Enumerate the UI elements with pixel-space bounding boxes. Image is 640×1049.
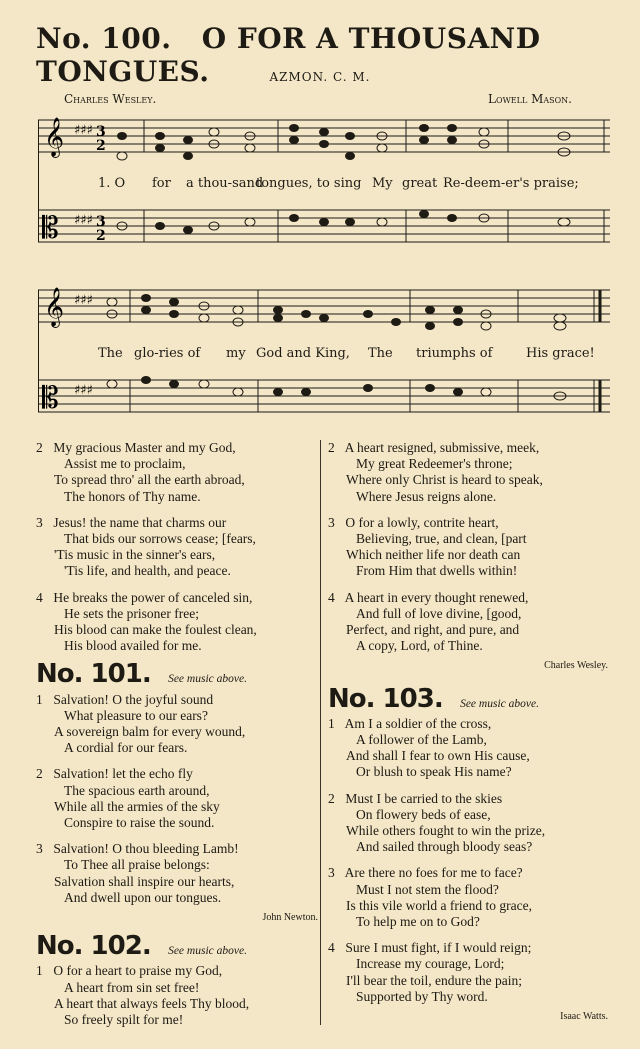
key-signature: ♯♯♯ xyxy=(74,123,93,138)
music-system-1 xyxy=(38,112,610,262)
lyric-syllable: a thou-sand xyxy=(186,176,264,191)
hymn-101-heading xyxy=(36,659,318,690)
lyric-syllable: great xyxy=(402,176,438,191)
lyric-syllable: tongues, to sing xyxy=(256,176,362,191)
author-words: Charles Wesley. xyxy=(64,92,157,106)
lyric-syllable: God and King, xyxy=(256,346,350,361)
left-column xyxy=(36,440,318,1038)
verse: 4 Sure I must fight, if I would reign; Increase my courage, Lord; I'll bear the toil, endure the pain; Supported by Thy word. xyxy=(328,940,532,1004)
hymn-title: O FOR A THOUSAND TONGUES. xyxy=(36,22,541,88)
verse: 4 He breaks the power of canceled sin, He sets the prisoner free; His blood can make the foulest clean, His blood availed for me. xyxy=(36,589,257,654)
lyric-syllable: glo-ries of xyxy=(134,346,201,361)
see-music-note: See music above. xyxy=(460,697,539,710)
tenor-clef-icon: 𝄡 xyxy=(42,381,59,416)
time-signature: 3 xyxy=(96,124,106,140)
author-music: Lowell Mason. xyxy=(488,92,572,106)
music-system-2 xyxy=(38,282,610,432)
lyric-syllable: The xyxy=(368,346,393,361)
hymn-number: No. 100. xyxy=(36,22,172,55)
column-divider xyxy=(320,440,321,1025)
verse: 3 Jesus! the name that charms our That bids our sorrows cease; [fears, 'Tis music in the sinner's ears, 'Tis life, and health, and peace. xyxy=(36,514,256,579)
lyric-syllable: Re-deem-er's praise; xyxy=(443,176,579,191)
verse: 1 Am I a soldier of the cross, A follower of the Lamb, And shall I fear to own His cause, Or blush to speak His name? xyxy=(328,715,530,780)
verse: 1 Salvation! O the joyful sound What pleasure to our ears? A sovereign balm for every wound, A cordial for our fears. xyxy=(36,691,246,756)
right-column xyxy=(328,440,608,1031)
verse: 2 Must I be carried to the skies On flowery beds of ease, While others fought to win the prize, And sailed through bloody seas? xyxy=(328,790,546,855)
tenor-clef-icon: 𝄡 xyxy=(42,211,59,246)
see-music-note: See music above. xyxy=(168,673,247,686)
lyric-syllable: My xyxy=(372,176,393,191)
svg-text:3: 3 xyxy=(96,214,106,230)
lyric-syllable: 1. O xyxy=(98,176,126,191)
verse: 2 A heart resigned, submissive, meek, My great Redeemer's throne; Where only Christ is heard to speak, Where Jesus reigns alone. xyxy=(328,440,543,504)
hymn-102-heading xyxy=(36,931,318,962)
hymn-number: No. 101. xyxy=(36,659,151,690)
lyric-syllable: triumphs of xyxy=(416,346,493,361)
svg-text:♯♯♯: ♯♯♯ xyxy=(74,383,93,398)
treble-clef-icon: 𝄞 xyxy=(44,117,65,157)
see-music-note: See music above. xyxy=(168,945,247,958)
verse: 1 O for a heart to praise my God, A heart from sin set free! A heart that always feels Thy blood, So freely spilt for me! xyxy=(36,963,250,1028)
key-signature: ♯♯♯ xyxy=(74,293,93,308)
verse: 4 A heart in every thought renewed, And full of love divine, [good, Perfect, and right, and pure, and A copy, Lord, of Thine. xyxy=(328,589,529,654)
lyric-syllable: my xyxy=(226,346,246,361)
verse: 3 Salvation! O thou bleeding Lamb! To Thee all praise belongs: Salvation shall inspire our hearts, And dwell upon our tongues. xyxy=(36,841,239,905)
svg-text:2: 2 xyxy=(96,228,106,244)
treble-clef-icon: 𝄞 xyxy=(44,287,65,327)
lyric-syllable: for xyxy=(152,176,171,191)
svg-text:♯♯♯: ♯♯♯ xyxy=(74,213,93,228)
tune-name: AZMON. C. M. xyxy=(269,70,371,84)
hymn-103-heading xyxy=(328,683,608,714)
verse: 2 My gracious Master and my God, Assist me to proclaim, To spread thro' all the earth abroad, The honors of Thy name. xyxy=(36,440,245,504)
verse: 2 Salvation! let the echo fly The spacious earth around, While all the armies of the sky Conspire to raise the sound. xyxy=(36,766,220,831)
verse: 3 O for a lowly, contrite heart, Believing, true, and clean, [part Which neither life nor death can From Him that dwells within! xyxy=(328,514,527,579)
author-credit: John Newton. xyxy=(262,912,318,924)
hymn-number: No. 103. xyxy=(328,683,443,714)
author-credit: Charles Wesley. xyxy=(544,660,608,672)
svg-text:2: 2 xyxy=(96,138,106,154)
author-credit: Isaac Watts. xyxy=(560,1011,608,1023)
hymn-number: No. 102. xyxy=(36,931,151,962)
verse: 3 Are there no foes for me to face? Must I not stem the flood? Is this vile world a friend to grace, To help me on to God? xyxy=(328,865,532,930)
lyric-syllable: His grace! xyxy=(526,346,595,361)
lyric-syllable: The xyxy=(98,346,123,361)
